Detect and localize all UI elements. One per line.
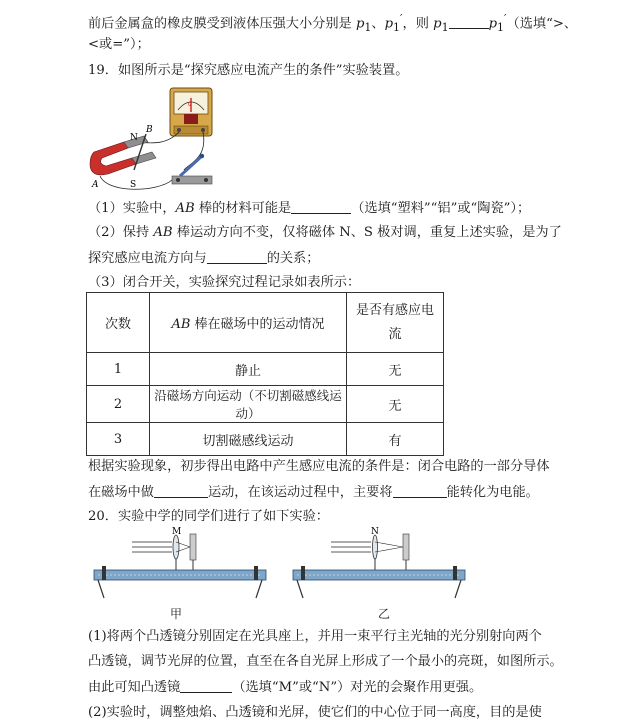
- q18-line-1: 前后金属盒的橡皮膜受到液体压强大小分别是 $p_1$、$p_1'$，则 $p_1$ $p_1'$（选填“>、: [88, 12, 578, 35]
- header-index: 次数: [87, 293, 150, 353]
- q20-title: 20．实验中学的同学们进行了如下实验：: [88, 509, 329, 524]
- label-a: A: [92, 180, 99, 190]
- table-row: 1 静止 无: [87, 353, 444, 386]
- optical-bench-figure-yi: [291, 526, 467, 606]
- q19-material-blank[interactable]: [291, 199, 351, 214]
- table-row: 3 切割磁感线运动 有: [87, 423, 444, 456]
- q19-sub2: （2）保持 AB 棒运动方向不变，仅将磁体 N、S 极对调，重复上述实验，是为了: [88, 225, 562, 240]
- header-current: 是否有感应电 流: [347, 293, 444, 353]
- q20-p2-line-1: (2)实验时，调整烛焰、凸透镜和光屏，使它们的中心位于同一高度，目的是使: [88, 705, 542, 720]
- label-s: S: [130, 180, 137, 190]
- q18-line-2: <或=”）；: [88, 37, 150, 52]
- label-n: N: [130, 133, 138, 143]
- q19-energy-blank[interactable]: [393, 483, 447, 498]
- q20-lens-blank[interactable]: [180, 678, 232, 693]
- lens-n-label: N: [371, 527, 379, 537]
- q19-direction-blank[interactable]: [207, 249, 267, 264]
- galvanometer-g-label: G: [188, 102, 192, 108]
- q20-p1-line-3: 由此可知凸透镜 （选填“M”或“N”）对光的会聚作用更强。: [88, 680, 483, 695]
- optical-bench-figure-jia: [92, 526, 268, 606]
- header-motion: AB 棒在磁场中的运动情况: [150, 293, 347, 353]
- q19-motion-blank[interactable]: [154, 483, 208, 498]
- lens-m-label: M: [172, 527, 182, 537]
- q19-conclusion-2: 在磁场中做 运动，在该运动过程中，主要将 能转化为电能。: [88, 485, 539, 500]
- q20-p1-line-1: (1)将两个凸透镜分别固定在光具座上，并用一束平行主光轴的光分别射向两个: [88, 629, 542, 644]
- q20-p1-line-2: 凸透镜，调节光屏的位置，直至在各自光屏上形成了一个最小的亮斑，如图所示。: [88, 654, 563, 669]
- caption-jia: 甲: [170, 607, 183, 621]
- table-header-row: [87, 293, 444, 353]
- label-b: B: [146, 125, 153, 135]
- experiment-table: [86, 292, 444, 456]
- caption-yi: 乙: [378, 607, 391, 621]
- q19-sub1: （1）实验中，AB 棒的材料可能是 （选填“塑料”“铝”或“陶瓷”）；: [88, 201, 531, 216]
- induction-apparatus-figure: [88, 84, 216, 196]
- q19-sub2-cont: 探究感应电流方向与 的关系；: [88, 251, 320, 266]
- q18-answer-blank[interactable]: [449, 14, 489, 29]
- table-row: 2 沿磁场方向运动（不切割磁感线运动） 无: [87, 386, 444, 423]
- q19-sub3: （3）闭合开关，实验探究过程记录如表所示：: [88, 275, 361, 290]
- q19-title: 19．如图所示是“探究感应电流产生的条件”实验装置。: [88, 63, 409, 78]
- q19-conclusion-1: 根据实验现象，初步得出电路中产生感应电流的条件是：闭合电路的一部分导体: [88, 459, 550, 474]
